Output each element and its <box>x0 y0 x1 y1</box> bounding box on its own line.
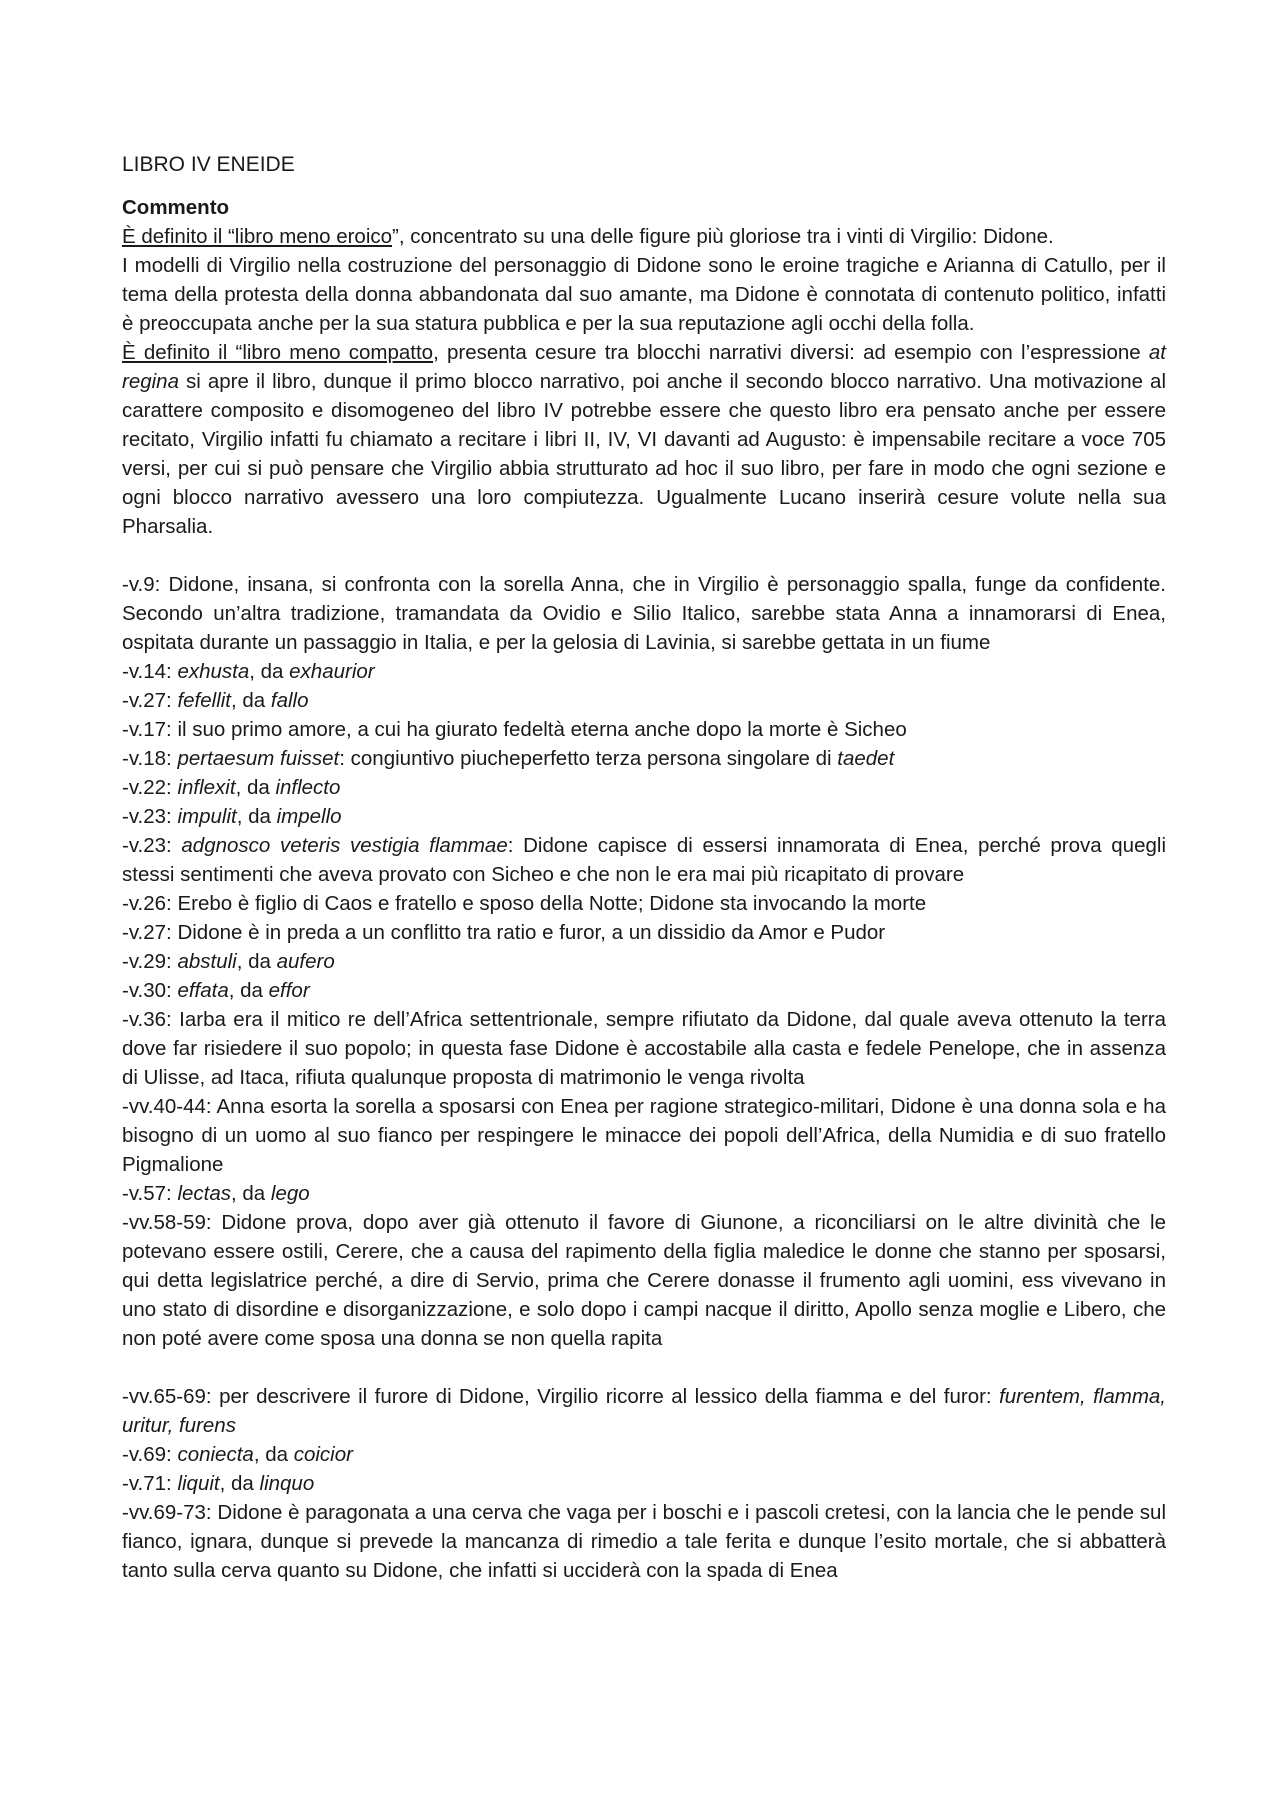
note-v18: -v.18: pertaesum fuisset: congiuntivo piucheperfetto terza persona singolare di taedet <box>122 747 895 770</box>
note-v30: -v.30: effata, da effor <box>122 979 310 1002</box>
note-v17: -v.17: il suo primo amore, a cui ha giurato fedeltà eterna anche dopo la morte è Sicheo <box>122 718 907 741</box>
note-v23-impulit: -v.23: impulit, da impello <box>122 805 342 828</box>
note-v29: -v.29: abstuli, da aufero <box>122 950 335 973</box>
note-v9: -v.9: Didone, insana, si confronta con la sorella Anna, che in Virgilio è personaggio spalla, funge da confidente. Secondo un’altra tradizione, tramandata da Ovidio e Silio Italico, sarebbe stata Anna a innamorarsi di Enea, ospitata durante un passaggio in Italia, e per la gelosia di Lavinia, si sarebbe gettata in un fiume <box>122 573 1166 654</box>
underlined-phrase: È definito il “libro meno compatto <box>122 341 434 364</box>
note-v69: -v.69: coniecta, da coicior <box>122 1443 353 1466</box>
note-v27-fefellit: -v.27: fefellit, da fallo <box>122 689 309 712</box>
spacer <box>122 1353 1166 1382</box>
note-vv40-44: -vv.40-44: Anna esorta la sorella a sposarsi con Enea per ragione strategico-militari, Didone è una donna sola e ha bisogno di un uomo al suo fianco per respingere le minacce dei popoli dell’Africa, della Numidia e di suo fratello Pigmalione <box>122 1095 1166 1176</box>
note-v57: -v.57: lectas, da lego <box>122 1182 310 1205</box>
underlined-phrase: È definito il “libro meno eroico <box>122 225 393 248</box>
spacer <box>122 541 1166 570</box>
section-heading: Commento <box>122 196 230 219</box>
intro-paragraph-1: È definito il “libro meno eroico”, concentrato su una delle figure più gloriose tra i vinti di Virgilio: Didone. <box>122 225 1054 248</box>
intro-paragraph-2: I modelli di Virgilio nella costruzione del personaggio di Didone sono le eroine tragiche e Arianna di Catullo, per il tema della protesta della donna abbandonata dal suo amante, ma Didone è connotata di contenuto politico, infatti è preoccupata anche per la sua statura pubblica e per la sua reputazione agli occhi della folla. <box>122 254 1166 335</box>
document-page <box>122 150 1166 1585</box>
note-v71: -v.71: liquit, da linquo <box>122 1472 315 1495</box>
document-title: LIBRO IV ENEIDE <box>122 153 295 176</box>
note-v36: -v.36: Iarba era il mitico re dell’Africa settentrionale, sempre rifiutato da Didone, dal quale aveva ottenuto la terra dove far risiedere il suo popolo; in questa fase Didone è accostabile alla casta e fedele Penelope, che in assenza di Ulisse, ad Itaca, rifiuta qualunque proposta di matrimonio le venga rivolta <box>122 1008 1166 1089</box>
note-v22: -v.22: inflexit, da inflecto <box>122 776 341 799</box>
note-v27-conflitto: -v.27: Didone è in preda a un conflitto tra ratio e furor, a un dissidio da Amor e Pudor <box>122 921 886 944</box>
note-vv65-69: -vv.65-69: per descrivere il furore di Didone, Virgilio ricorre al lessico della fiamma e del furor: furentem, flamma, uritur, furens <box>122 1385 1166 1437</box>
note-v26: -v.26: Erebo è figlio di Caos e fratello e sposo della Notte; Didone sta invocando la morte <box>122 892 927 915</box>
note-v23-adgnosco: -v.23: adgnosco veteris vestigia flammae: Didone capisce di essersi innamorata di Enea, perché prova quegli stessi sentimenti che aveva provato con Sicheo e che non le era mai più ricapitato di provare <box>122 834 1166 886</box>
note-vv69-73: -vv.69-73: Didone è paragonata a una cerva che vaga per i boschi e i pascoli cretesi, con la lancia che le pende sul fianco, ignara, dunque si prevede la mancanza di rimedio a tale ferita e dunque l’esito mortale, che si abbatterà tanto sulla cerva quanto su Didone, che infatti si ucciderà con la spada di Enea <box>122 1501 1166 1582</box>
note-vv58-59: -vv.58-59: Didone prova, dopo aver già ottenuto il favore di Giunone, a riconciliarsi on le altre divinità che le potevano essere ostili, Cerere, che a causa del rapimento della figlia maledice le donne che stanno per sposarsi, qui detta legislatrice perché, a dire di Servio, prima che Cerere donasse il frumento agli uomini, ess vivevano in uno stato di disordine e disorganizzazione, e solo dopo i campi nacque il diritto, Apollo senza moglie e Libero, che non poté avere come sposa una donna se non quella rapita <box>122 1211 1166 1350</box>
intro-paragraph-3: È definito il “libro meno compatto, presenta cesure tra blocchi narrativi diversi: ad esempio con l’espressione at regina si apre il libro, dunque il primo blocco narrativo, poi anche il secondo blocco narrativo. Una motivazione al carattere composito e disomogeneo del libro IV potrebbe essere che questo libro era pensato anche per essere recitato, Virgilio infatti fu chiamato a recitare i libri II, IV, VI davanti ad Augusto: è impensabile recitare a voce 705 versi, per cui si può pensare che Virgilio abbia strutturato ad hoc il suo libro, per fare in modo che ogni sezione e ogni blocco narrativo avessero una loro compiutezza. Ugualmente Lucano inserirà cesure volute nella sua Pharsalia. <box>122 341 1166 538</box>
note-v14: -v.14: exhusta, da exhaurior <box>122 660 375 683</box>
